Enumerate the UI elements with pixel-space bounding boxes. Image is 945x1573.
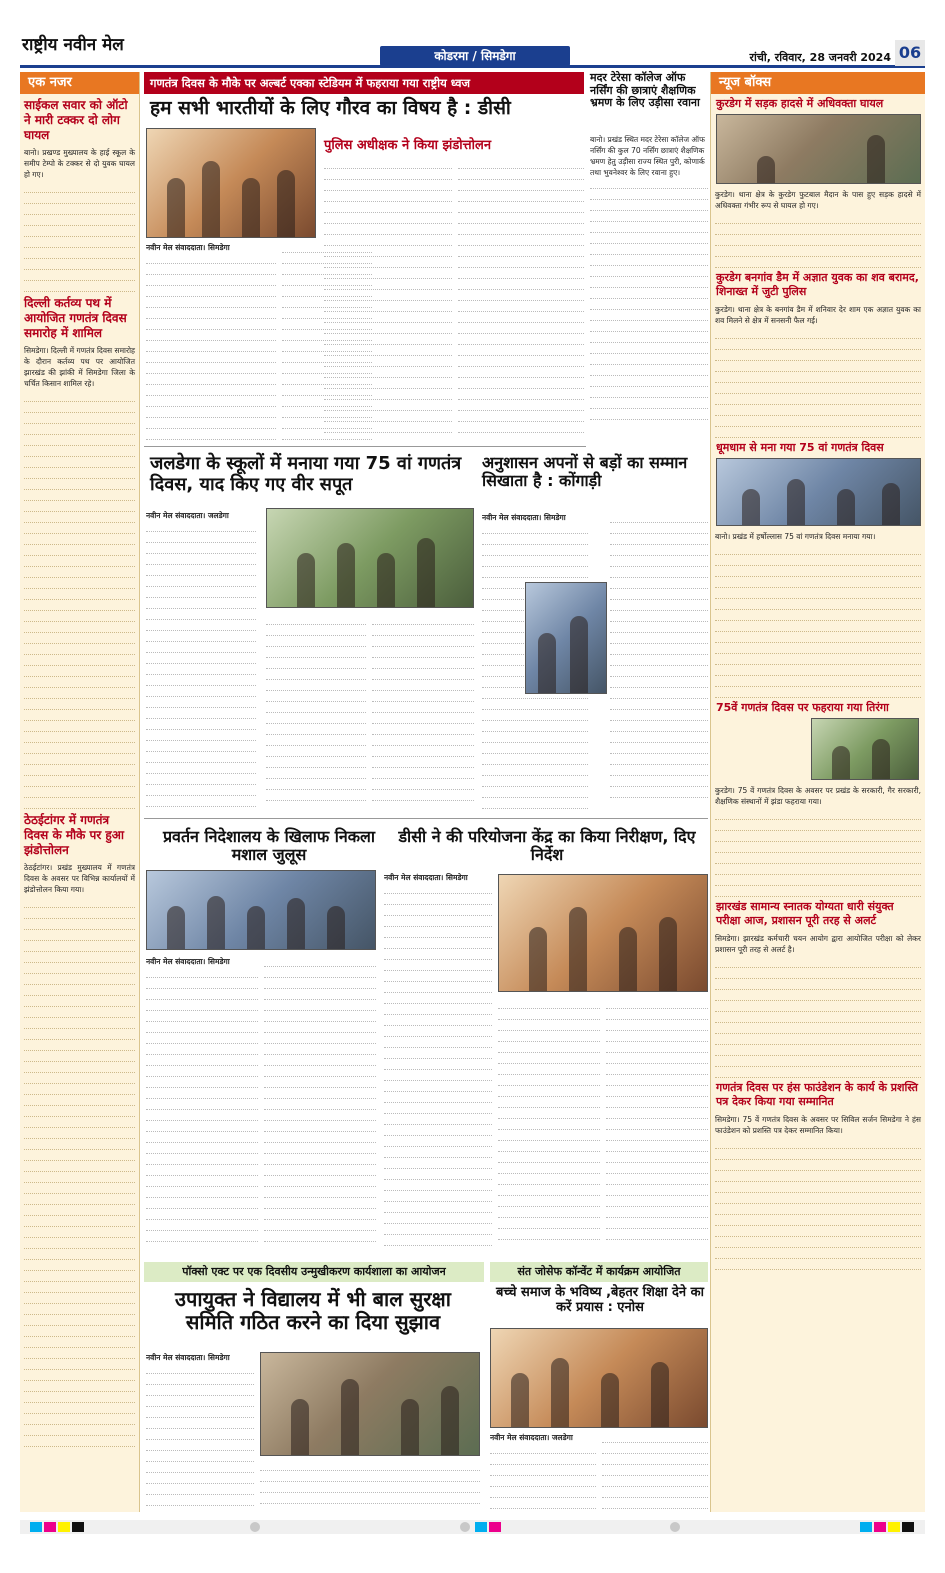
school-story-dateline: नवीन मेल संवाददाता। जलडेगा	[146, 511, 229, 520]
dc-inspect-headline: डीसी ने की परियोजना केंद्र का किया निरीक्षण, दिए निर्देश	[398, 827, 696, 865]
right-story-title: कुरडेग में सड़क हादसे में अधिवक्ता घायल	[716, 97, 884, 110]
dc-inspect-dateline: नवीन मेल संवाददाता। सिमडेगा	[384, 873, 468, 882]
school-story-body-col2	[266, 614, 366, 810]
top-story-body	[146, 242, 276, 442]
top-story-headline: हम सभी भारतीयों के लिए गौरव का विषय है : डीसी	[150, 97, 511, 119]
newspaper-page	[20, 22, 925, 1552]
left-story-title: दिल्ली कर्तव्य पथ में आयोजित गणतंत्र दिवस समारोह में शामिल	[24, 296, 127, 340]
right-story-lead: कुरडेग। थाना क्षेत्र के बनगांव डैम में शनिवार देर शाम एक अज्ञात युवक का शव मिलने से क्षेत्र में सनसनी फैल गई।	[715, 305, 921, 325]
right-story-title: 75वें गणतंत्र दिवस पर फहराया गया तिरंगा	[716, 701, 889, 714]
right-story-lead: सिमडेगा। झारखंड कर्मचारी चयन आयोग द्वारा आयोजित परीक्षा को लेकर प्रशासन पूरी तरह से अलर्ट है।	[715, 934, 921, 954]
left-story-title: ठेठईटांगर में गणतंत्र दिवस के मौके पर हुआ झंडोत्तोलन	[24, 813, 125, 857]
left-story-lead: ठेठईटांगर। प्रखंड मुख्यालय में गणतंत्र दिवस के अवसर पर विभिन्न कार्यालयों में झंडोत्तोलन किया गया।	[24, 863, 135, 894]
discipline-story-headline: अनुशासन अपनों से बड़ों का सम्मान सिखाता है : कोंगाड़ी	[482, 453, 688, 491]
right-story-title: गणतंत्र दिवस पर हंस फाउंडेशन के कार्य के प्रशस्ति पत्र देकर किया गया सम्मानित	[716, 1081, 918, 1108]
masthead	[20, 22, 925, 68]
magenta-swatch	[44, 1522, 56, 1532]
left-column	[20, 72, 140, 1512]
mid-story-lead: बानो। प्रखंड स्थित मदर टेरेसा कॉलेज ऑफ नर्सिंग की कुल 70 नर्सिंग छात्राएं शैक्षणिक भ्रमण हेतु उड़ीसा राज्य स्थित पुरी, कोणार्क तथा भुवनेश्वर के लिए रवाना हुए।	[590, 135, 705, 177]
left-section-title: एक नजर	[20, 72, 139, 94]
discipline-story-body-col2	[610, 512, 708, 812]
print-registration-bar	[20, 1520, 925, 1534]
right-story-photo	[716, 114, 921, 184]
pocso-photo	[260, 1352, 480, 1456]
left-story-lead: सिमडेगा। दिल्ली में गणतंत्र दिवस समारोह के दौरान कर्तव्य पथ पर आयोजित झारखंड की झांकी में सिमडेगा जिला के चर्चित किसान शामिल रहे।	[24, 346, 135, 388]
right-story-title: धूमधाम से मना गया 75 वां गणतंत्र दिवस	[716, 441, 884, 454]
right-story-photo	[811, 718, 919, 780]
stjoseph-photo	[490, 1328, 708, 1428]
page-number: 06	[895, 40, 925, 66]
dc-inspect-body-col3	[606, 998, 708, 1253]
right-story-title: झारखंड सामान्य स्नातक योग्यता धारी संयुक्त परीक्षा आज, प्रशासन पूरी तरह से अलर्ट	[716, 900, 894, 927]
left-story-lead: बानो। प्रखण्ड मुख्यालय के हाई स्कूल के समीप टेम्पो के टक्कर से दो युवक घायल हो गए।	[24, 148, 135, 179]
torch-story-dateline: नवीन मेल संवाददाता। सिमडेगा	[146, 957, 230, 966]
right-story-title: कुरडेग बनगांव डैम में अज्ञात युवक का शव बरामद, शिनाख्त में जुटी पुलिस	[716, 271, 919, 298]
right-story-lead: कुरडेग। 75 वें गणतंत्र दिवस के अवसर पर प्रखंड के सरकारी, गैर सरकारी, शैक्षणिक संस्थानों में झंडा फहराया गया।	[715, 786, 921, 806]
top-story-body-col4	[458, 158, 584, 442]
pocso-strip: पॉक्सो एक्ट पर एक दिवसीय उन्मुखीकरण कार्यशाला का आयोजन	[144, 1262, 484, 1282]
right-section-title: न्यूज बॉक्स	[711, 72, 925, 94]
stjoseph-headline: बच्चे समाज के भविष्य ,बेहतर शिक्षा देने का करें प्रयास : एनोस	[495, 1285, 705, 1315]
torch-story-headline: प्रवर्तन निदेशालय के खिलाफ निकला मशाल जुलूस	[162, 827, 376, 865]
stjoseph-body	[490, 1432, 596, 1512]
school-story-photo	[266, 508, 474, 608]
discipline-story-dateline: नवीन मेल संवाददाता। सिमडेगा	[482, 513, 566, 522]
stjoseph-body-col2	[602, 1432, 708, 1512]
top-story-banner: गणतंत्र दिवस के मौके पर अल्बर्ट एक्का स्टेडियम में फहराया गया राष्ट्रीय ध्वज	[144, 72, 584, 94]
school-story-body-col3	[372, 614, 474, 810]
dc-inspect-body	[384, 872, 492, 1252]
torch-story-body	[146, 956, 258, 1256]
left-story-title: साईकल सवार को ऑटो ने मारी टक्कर दो लोग घायल	[24, 98, 128, 142]
mid-story-headline: मदर टेरेसा कॉलेज ऑफ नर्सिंग की छात्राएं शैक्षणिक भ्रमण के लिए उड़ीसा रवाना	[590, 71, 700, 110]
top-story-body-col3	[324, 158, 452, 442]
pocso-dateline: नवीन मेल संवाददाता। सिमडेगा	[146, 1353, 230, 1362]
date-line: रांची, रविवार, 28 जनवरी 2024	[749, 51, 891, 64]
cyan-swatch	[30, 1522, 42, 1532]
dc-inspect-photo	[498, 874, 708, 992]
top-story-photo	[146, 128, 316, 238]
stjoseph-dateline: नवीन मेल संवाददाता। जलडेगा	[490, 1433, 573, 1442]
discipline-story-photo	[525, 582, 607, 694]
section-tag: कोडरमा / सिमडेगा	[380, 46, 570, 66]
torch-story-photo	[146, 870, 376, 950]
pocso-body	[146, 1352, 254, 1512]
paper-name: राष्ट्रीय नवीन मेल	[22, 35, 124, 55]
school-story-body	[146, 510, 256, 810]
top-story-dateline: नवीन मेल संवाददाता। सिमडेगा	[146, 243, 230, 252]
right-column	[710, 72, 925, 1512]
top-story-subhead: पुलिस अधीक्षक ने किया झंडोत्तोलन	[324, 138, 492, 153]
stjoseph-strip: संत जोसेफ कॉन्वेंट में कार्यक्रम आयोजित	[490, 1262, 708, 1282]
mid-story-body	[590, 134, 708, 464]
yellow-swatch	[58, 1522, 70, 1532]
black-swatch	[72, 1522, 84, 1532]
school-story-headline: जलडेगा के स्कूलों में मनाया गया 75 वां गणतंत्र दिवस, याद किए गए वीर सपूत	[150, 453, 462, 495]
pocso-headline: उपायुक्त ने विद्यालय में भी बाल सुरक्षा समिति गठित करने का दिया सुझाव	[175, 1287, 451, 1334]
right-story-lead: बानो। प्रखंड में हर्षोल्लास 75 वां गणतंत्र दिवस मनाया गया।	[715, 532, 876, 541]
torch-story-body-col2	[264, 956, 376, 1256]
right-story-photo	[716, 458, 921, 526]
pocso-body-col2	[260, 1460, 480, 1512]
right-story-lead: सिमडेगा। 75 वें गणतंत्र दिवस के अवसर पर सिविल सर्जन सिमडेगा ने हंस फाउंडेशन को प्रशस्ति पत्र देकर सम्मानित किया।	[715, 1115, 921, 1135]
dc-inspect-body-col2	[498, 998, 600, 1253]
right-story-lead: कुरडेग। थाना क्षेत्र के कुरडेग फुटबाल मैदान के पास हुए सड़क हादसे में अधिवक्ता गंभीर रूप से घायल हो गए।	[715, 190, 921, 210]
